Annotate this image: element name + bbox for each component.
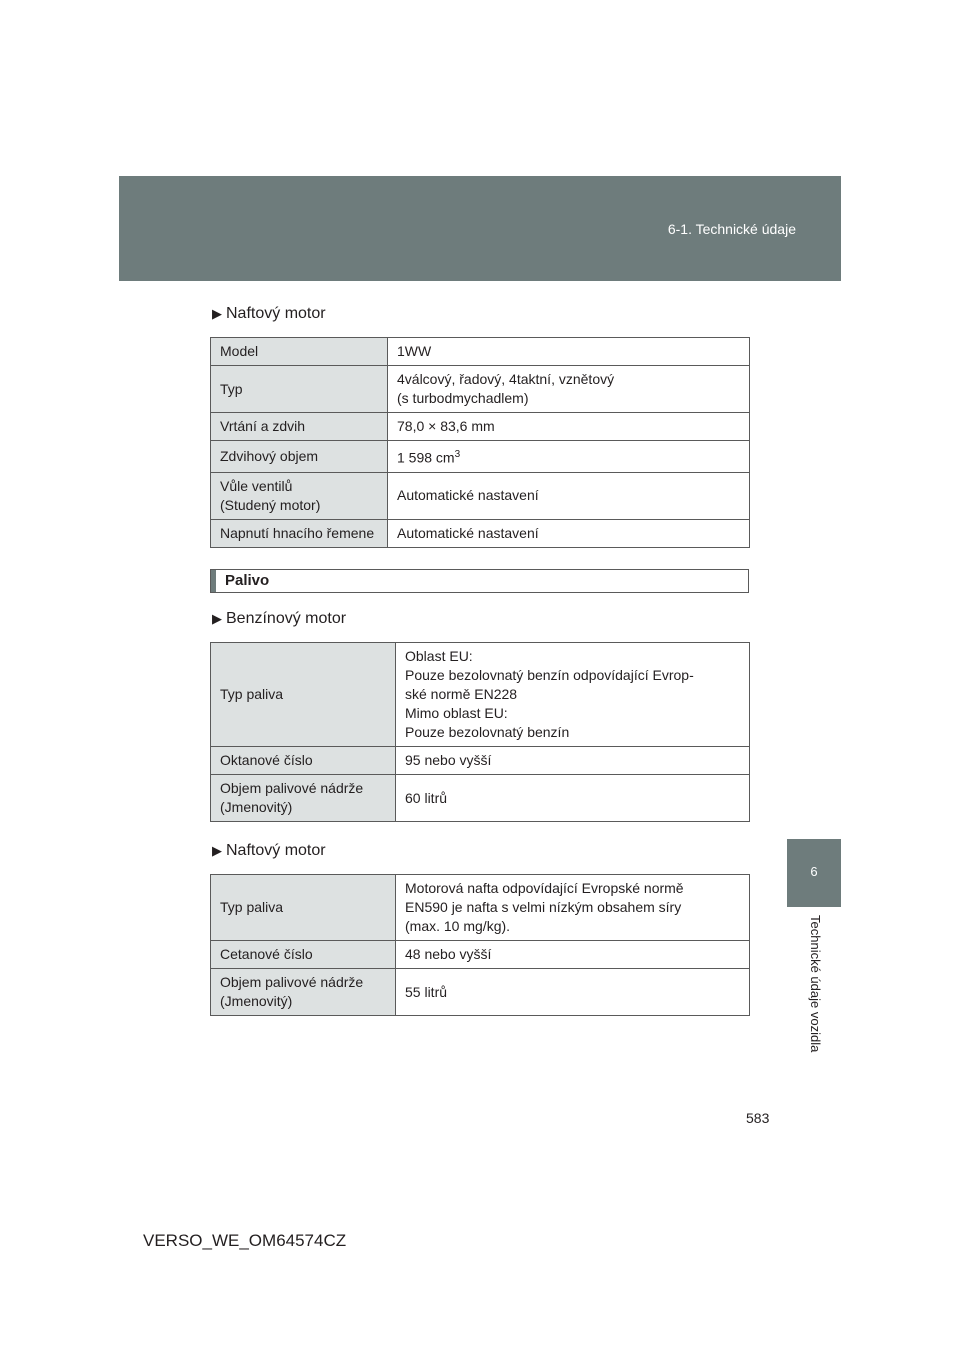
row-value-text: 60 litrů [405,789,448,806]
row-value-text: 4válcový, řadový, 4taktní, vznětový (s turbodmychadlem) [397,371,615,406]
row-label: Typ [211,366,388,413]
table-row [211,413,750,441]
row-value-text: 78,0 × 83,6 mm [397,418,495,434]
row-value-text: Automatické nastavení [397,487,539,504]
triangle-bullet-icon: ▶ [212,611,222,626]
table-row [211,472,750,519]
header-band [119,176,841,281]
row-value [388,413,750,441]
diesel-fuel-heading [212,842,326,860]
table-row [211,875,750,941]
row-label: Zdvihový objem [211,441,388,473]
petrol-fuel-table [210,642,750,822]
row-value-text: 48 nebo vyšší [405,946,492,962]
row-label: Objem palivové nádrže (Jmenovitý) [211,775,396,822]
page-number: 583 [746,1110,770,1126]
heading-text: Benzínový motor [226,610,347,627]
table-row [211,441,750,473]
row-value-text: 1WW [397,343,432,359]
row-value-text: 1 598 cm [397,449,455,466]
heading-text: Naftový motor [226,305,326,322]
section-title: 6-1. Technické údaje [667,221,796,237]
row-label: Model [211,338,388,366]
triangle-bullet-icon: ▶ [212,843,222,858]
diesel-fuel-table [210,874,750,1016]
row-value [388,441,750,473]
row-value [388,366,750,413]
table-row [211,366,750,413]
row-value [396,747,750,775]
row-value [388,519,750,547]
row-value [396,941,750,969]
row-label: Typ paliva [211,875,396,941]
heading-text: Naftový motor [226,842,326,859]
row-label: Vrtání a zdvih [211,413,388,441]
section-stripe [211,570,216,592]
diesel-engine-heading [212,305,326,323]
row-value-text: 55 litrů [405,983,448,1000]
table-row [211,643,750,747]
triangle-bullet-icon: ▶ [212,306,222,321]
fuel-section-bar [210,569,749,593]
table-row [211,519,750,547]
chapter-number: 6 [810,864,818,879]
row-value [396,875,750,941]
row-label: Cetanové číslo [211,941,396,969]
petrol-fuel-heading [212,610,346,628]
chapter-label: Technické údaje vozidla [808,915,823,1053]
fuel-section-title: Palivo [225,572,270,589]
table-row [211,941,750,969]
table-row [211,775,750,822]
row-label: Objem palivové nádrže (Jmenovitý) [211,969,396,1016]
table-row [211,338,750,366]
table-row [211,747,750,775]
table-row [211,969,750,1016]
row-value [388,472,750,519]
row-value [396,969,750,1016]
document-code: VERSO_WE_OM64574CZ [143,1231,347,1250]
row-label: Napnutí hnacího řemene [211,519,388,547]
row-value [388,338,750,366]
row-label: Vůle ventilů (Studený motor) [211,472,388,519]
row-value [396,775,750,822]
row-value [396,643,750,747]
row-value-superscript: 3 [454,449,461,460]
row-label: Oktanové číslo [211,747,396,775]
row-value-text: 95 nebo vyšší [405,752,492,768]
row-value-text: Motorová nafta odpovídající Evropské normě EN590 je nafta s velmi nízkým obsahem síry (max. 10 mg/kg). [405,880,684,934]
row-value-text: Automatické nastavení [397,524,539,541]
diesel-engine-table [210,337,750,548]
row-label: Typ paliva [211,643,396,747]
row-value-text: Oblast EU: Pouze bezolovnatý benzín odpovídající Evrop- ské normě EN228 Mimo oblast EU: Pouze bezolovnatý benzín [405,648,694,740]
chapter-tab [787,839,841,907]
